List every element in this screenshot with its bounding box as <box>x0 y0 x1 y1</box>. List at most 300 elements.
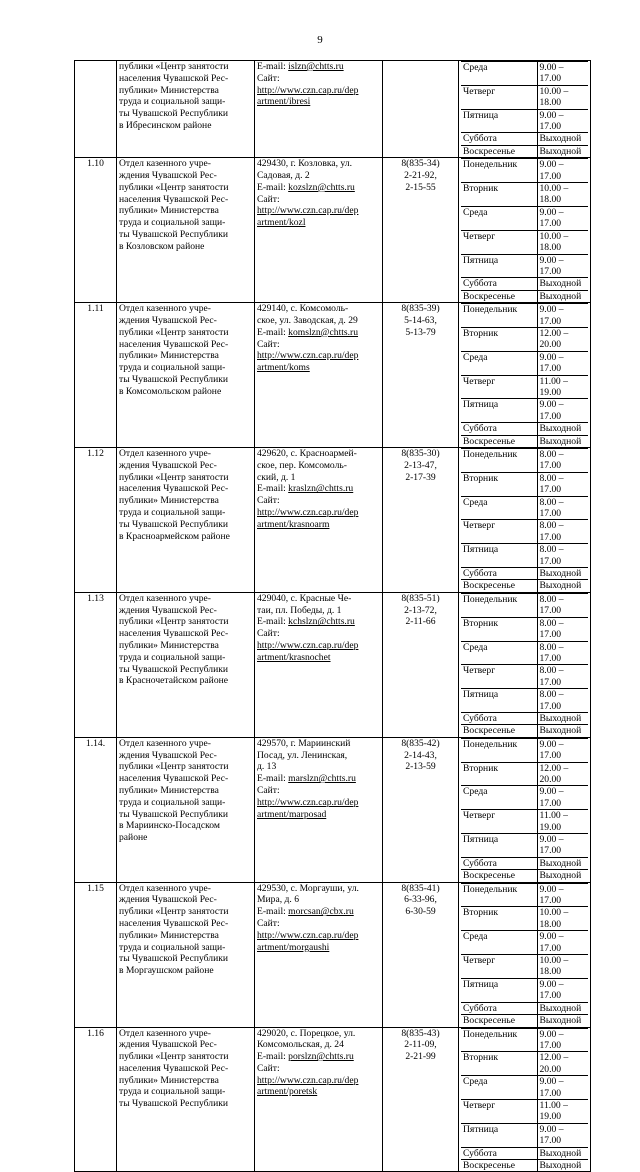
address-line <box>257 350 380 362</box>
website-link[interactable]: http://www.czn.cap.ru/dep <box>257 640 359 652</box>
schedule-hours: Выходной <box>537 290 588 302</box>
department-name-line: публики «Центр занятости <box>119 326 229 338</box>
schedule-row <box>461 712 588 724</box>
schedule-hours: 10.00 – 18.00 <box>537 955 588 979</box>
address-text: E-mail: <box>257 1051 289 1063</box>
department-name-line: в Мариинско-Посадском <box>119 820 220 832</box>
address-line <box>257 519 380 531</box>
schedule-row <box>461 883 588 907</box>
schedule-row <box>461 810 588 834</box>
email-link[interactable]: islzn@chtts.ru <box>288 61 344 72</box>
schedule-row <box>461 641 588 665</box>
schedule-hours: 10.00 – 18.00 <box>537 907 588 931</box>
schedule-row <box>461 159 588 183</box>
schedule-row <box>461 423 588 435</box>
schedule-hours: 10.00 – 18.00 <box>537 230 588 254</box>
address-text: ское, пер. Комсомоль- <box>257 459 347 471</box>
schedule-row <box>461 1002 588 1014</box>
website-link[interactable]: http://www.czn.cap.ru/dep <box>257 796 359 808</box>
schedule-day: Вторник <box>461 617 537 641</box>
department-name-line: Отдел казенного учре- <box>119 592 211 604</box>
schedule-hours: 8.00 – 17.00 <box>537 449 588 473</box>
schedule-table <box>461 883 588 1027</box>
schedule-hours: 8.00 – 17.00 <box>537 641 588 665</box>
schedule-hours: 9.00 – 17.00 <box>537 399 588 423</box>
row-number: 1.13 <box>75 592 117 737</box>
schedule-row <box>461 1052 588 1076</box>
department-name-line: населения Чувашской Рес- <box>119 918 229 930</box>
schedule-row <box>461 955 588 979</box>
schedule-table <box>461 448 588 592</box>
email-link[interactable]: porslzn@chtts.ru <box>288 1051 354 1063</box>
schedule-hours: Выходной <box>537 278 588 290</box>
department-name-line: труда и социальной защи- <box>119 651 226 663</box>
address-line <box>257 85 380 97</box>
schedule-hours: 9.00 – 17.00 <box>537 304 588 328</box>
address-line <box>257 1086 380 1098</box>
address-line <box>257 472 380 484</box>
department-name-line: ждения Чувашской Рес- <box>119 894 217 906</box>
phone-numbers <box>383 61 459 158</box>
schedule-day: Среда <box>461 786 537 810</box>
schedule-hours: 9.00 – 17.00 <box>537 978 588 1002</box>
website-link[interactable]: http://www.czn.cap.ru/dep <box>257 929 359 941</box>
department-name-line: населения Чувашской Рес- <box>119 773 229 785</box>
department-name-line: публики» Министерства <box>119 84 219 96</box>
department-name-line: Отдел казенного учре- <box>119 1027 211 1039</box>
address-text: E-mail: <box>257 773 289 785</box>
work-schedule <box>459 303 591 448</box>
department-name-line: населения Чувашской Рес- <box>119 72 229 84</box>
employment-centers-table <box>74 60 591 1172</box>
address-text: Сайт: <box>257 628 280 640</box>
department-name-line: труда и социальной защи- <box>119 941 226 953</box>
department-name-line: ждения Чувашской Рес- <box>119 749 217 761</box>
schedule-row <box>461 1076 588 1100</box>
schedule-day: Понедельник <box>461 738 537 762</box>
schedule-day: Пятница <box>461 109 537 133</box>
schedule-hours: 9.00 – 17.00 <box>537 834 588 858</box>
phone-line: 2-11-66 <box>405 616 436 628</box>
email-link[interactable]: marslzn@chtts.ru <box>288 773 356 785</box>
schedule-day: Вторник <box>461 762 537 786</box>
address-line <box>257 652 380 664</box>
address-contacts <box>255 1027 383 1172</box>
schedule-day: Вторник <box>461 472 537 496</box>
schedule-row <box>461 375 588 399</box>
schedule-day: Воскресенье <box>461 870 537 882</box>
department-name-line: Отдел казенного учре- <box>119 303 211 315</box>
schedule-hours: 9.00 – 17.00 <box>537 1123 588 1147</box>
department-name-line: населения Чувашской Рес- <box>119 338 229 350</box>
phone-line: 2-13-59 <box>405 761 436 773</box>
address-line <box>257 73 380 85</box>
address-line <box>257 894 380 906</box>
row-number: 1.15 <box>75 882 117 1027</box>
phone-line: 8(835-42) <box>401 737 440 749</box>
website-link[interactable]: http://www.czn.cap.ru/dep <box>257 506 359 518</box>
schedule-day: Среда <box>461 1076 537 1100</box>
department-name-line: населения Чувашской Рес- <box>119 1062 229 1074</box>
work-schedule <box>459 1027 591 1172</box>
department-name <box>117 61 255 158</box>
schedule-row <box>461 617 588 641</box>
address-line <box>257 158 380 170</box>
schedule-row <box>461 857 588 869</box>
website-link[interactable]: artment/ibresi <box>257 96 311 108</box>
address-line <box>257 809 380 821</box>
phone-numbers <box>383 303 459 448</box>
address-text: 429430, г. Козловка, ул. <box>257 158 352 170</box>
department-name <box>117 592 255 737</box>
department-name-line: публики «Центр занятости <box>119 61 229 72</box>
website-link[interactable]: http://www.czn.cap.ru/dep <box>257 350 359 362</box>
department-name-line: ждения Чувашской Рес- <box>119 1039 217 1051</box>
schedule-day: Четверг <box>461 1099 537 1123</box>
phone-numbers <box>383 448 459 593</box>
schedule-hours: 8.00 – 17.00 <box>537 520 588 544</box>
department-name-line: публики» Министерства <box>119 1074 219 1086</box>
email-link[interactable]: kozslzn@chtts.ru <box>288 181 355 193</box>
schedule-day: Воскресенье <box>461 580 537 592</box>
phone-numbers <box>383 1027 459 1172</box>
schedule-day: Вторник <box>461 327 537 351</box>
department-name-line: публики» Министерства <box>119 640 219 652</box>
email-link[interactable]: komslzn@chtts.ru <box>288 326 359 338</box>
website-link[interactable]: artment/krasnochet <box>257 651 331 663</box>
schedule-hours: 8.00 – 17.00 <box>537 472 588 496</box>
address-line <box>257 930 380 942</box>
schedule-hours: Выходной <box>537 1159 588 1171</box>
schedule-day: Четверг <box>461 520 537 544</box>
schedule-table <box>461 738 588 882</box>
table-row <box>75 303 591 448</box>
address-line <box>257 483 380 495</box>
department-name-line: населения Чувашской Рес- <box>119 483 229 495</box>
address-text: Сайт: <box>257 1062 280 1074</box>
schedule-day: Понедельник <box>461 159 537 183</box>
address-line <box>257 1051 380 1063</box>
schedule-hours: Выходной <box>537 568 588 580</box>
address-line <box>257 616 380 628</box>
table-row <box>75 61 591 158</box>
schedule-row <box>461 183 588 207</box>
department-name-line: труда и социальной защи- <box>119 217 226 229</box>
website-link[interactable]: artment/marposad <box>257 808 327 820</box>
schedule-hours: 12.00 – 20.00 <box>537 1052 588 1076</box>
schedule-hours: 9.00 – 17.00 <box>537 1076 588 1100</box>
address-line <box>257 906 380 918</box>
address-line <box>257 1063 380 1075</box>
row-number: 1.16 <box>75 1027 117 1172</box>
phone-line: 2-21-99 <box>405 1051 436 1063</box>
schedule-row <box>461 278 588 290</box>
address-line <box>257 1028 380 1040</box>
row-number: 1.11 <box>75 303 117 448</box>
address-text: E-mail: <box>257 326 289 338</box>
schedule-row <box>461 738 588 762</box>
department-name-line: публики» Министерства <box>119 350 219 362</box>
schedule-row <box>461 254 588 278</box>
schedule-row <box>461 786 588 810</box>
schedule-day: Понедельник <box>461 1028 537 1052</box>
schedule-hours: 9.00 – 17.00 <box>537 738 588 762</box>
schedule-hours: 9.00 – 17.00 <box>537 254 588 278</box>
phone-line: 2-15-55 <box>405 181 436 193</box>
phone-line: 2-13-47, <box>404 459 437 471</box>
department-name-line: в Красночетайском районе <box>119 675 229 687</box>
website-link[interactable]: http://www.czn.cap.ru/dep <box>257 84 359 96</box>
schedule-row <box>461 568 588 580</box>
phone-line: 8(835-30) <box>401 448 440 459</box>
schedule-hours: Выходной <box>537 423 588 435</box>
address-line <box>257 315 380 327</box>
department-name-line: труда и социальной защи- <box>119 96 226 108</box>
department-name-line: в Моргаушском районе <box>119 965 214 977</box>
address-text: д. 13 <box>257 761 277 773</box>
schedule-table <box>461 1028 588 1172</box>
schedule-hours: 8.00 – 17.00 <box>537 665 588 689</box>
table-row <box>75 158 591 303</box>
schedule-row <box>461 725 588 737</box>
schedule-row <box>461 399 588 423</box>
schedule-day: Четверг <box>461 665 537 689</box>
schedule-row <box>461 689 588 713</box>
address-text: Сайт: <box>257 72 280 84</box>
department-name-line: ты Чувашской Республики <box>119 1098 229 1110</box>
schedule-hours: 9.00 – 17.00 <box>537 931 588 955</box>
table-row <box>75 592 591 737</box>
schedule-hours: Выходной <box>537 1015 588 1027</box>
address-line <box>257 194 380 206</box>
address-contacts <box>255 61 383 158</box>
address-text: 429040, с. Красные Че- <box>257 592 352 604</box>
work-schedule <box>459 61 591 158</box>
schedule-row <box>461 593 588 617</box>
work-schedule <box>459 737 591 882</box>
department-name-line: в Красноармейском районе <box>119 530 230 542</box>
department-name-line: Отдел казенного учре- <box>119 737 211 749</box>
schedule-row <box>461 290 588 302</box>
website-link[interactable]: artment/kozl <box>257 217 306 229</box>
address-contacts <box>255 158 383 303</box>
address-text: Посад, ул. Ленинская, <box>257 749 348 761</box>
address-text: 429530, с. Моргауши, ул. <box>257 882 359 894</box>
department-name-line: публики «Центр занятости <box>119 471 229 483</box>
department-name-line: труда и социальной защи- <box>119 1086 226 1098</box>
address-line <box>257 205 380 217</box>
address-line <box>257 339 380 351</box>
address-line <box>257 942 380 954</box>
address-text: 429570, г. Мариинский <box>257 737 351 749</box>
address-line <box>257 448 380 460</box>
schedule-day: Четверг <box>461 230 537 254</box>
address-line <box>257 628 380 640</box>
address-line <box>257 303 380 315</box>
phone-line: 5-13-79 <box>405 326 436 338</box>
department-name-line: публики «Центр занятости <box>119 761 229 773</box>
department-name-line: населения Чувашской Рес- <box>119 628 229 640</box>
schedule-hours: 9.00 – 17.00 <box>537 786 588 810</box>
schedule-hours: 11.00 – 19.00 <box>537 375 588 399</box>
schedule-hours: 8.00 – 17.00 <box>537 496 588 520</box>
schedule-row <box>461 133 588 145</box>
website-link[interactable]: http://www.czn.cap.ru/dep <box>257 205 359 217</box>
schedule-day: Пятница <box>461 1123 537 1147</box>
schedule-day: Среда <box>461 931 537 955</box>
phone-numbers <box>383 737 459 882</box>
schedule-hours: 9.00 – 17.00 <box>537 159 588 183</box>
schedule-hours: 8.00 – 17.00 <box>537 544 588 568</box>
schedule-row <box>461 1015 588 1027</box>
schedule-day: Пятница <box>461 978 537 1002</box>
address-line <box>257 61 380 73</box>
email-link[interactable]: morcsan@cbx.ru <box>288 906 354 918</box>
address-text: E-mail: <box>257 61 289 72</box>
address-line <box>257 797 380 809</box>
schedule-hours: 9.00 – 17.00 <box>537 1028 588 1052</box>
phone-line: 2-11-09, <box>404 1039 437 1051</box>
website-link[interactable]: artment/krasnoarm <box>257 518 330 530</box>
address-line <box>257 883 380 895</box>
address-text: таи, пл. Победы, д. 1 <box>257 604 342 616</box>
department-name-line: ты Чувашской Республики <box>119 108 229 120</box>
department-name-line: труда и социальной защи- <box>119 506 226 518</box>
schedule-hours: Выходной <box>537 1147 588 1159</box>
schedule-day: Пятница <box>461 834 537 858</box>
address-line <box>257 605 380 617</box>
schedule-day: Воскресенье <box>461 1015 537 1027</box>
schedule-day: Понедельник <box>461 449 537 473</box>
address-line <box>257 750 380 762</box>
phone-line: 6-30-59 <box>405 906 436 918</box>
department-name-line: в Комсомольском районе <box>119 385 222 397</box>
department-name-line: районе <box>119 832 148 844</box>
row-number: 1.12 <box>75 448 117 593</box>
schedule-day: Понедельник <box>461 883 537 907</box>
phone-line: 2-13-72, <box>404 604 437 616</box>
schedule-table <box>461 593 588 737</box>
website-link[interactable]: http://www.czn.cap.ru/dep <box>257 1074 359 1086</box>
department-name-line: публики «Центр занятости <box>119 1051 229 1063</box>
address-text: Садовая, д. 2 <box>257 170 310 182</box>
schedule-row <box>461 870 588 882</box>
schedule-hours: Выходной <box>537 435 588 447</box>
work-schedule <box>459 448 591 593</box>
email-link[interactable]: kchslzn@chtts.ru <box>288 616 355 628</box>
department-name-line: ты Чувашской Республики <box>119 808 229 820</box>
schedule-day: Четверг <box>461 375 537 399</box>
schedule-row <box>461 1099 588 1123</box>
schedule-day: Воскресенье <box>461 725 537 737</box>
schedule-day: Понедельник <box>461 593 537 617</box>
website-link[interactable]: artment/morgaushi <box>257 941 330 953</box>
schedule-row <box>461 351 588 375</box>
address-text: Сайт: <box>257 495 280 507</box>
address-contacts <box>255 448 383 593</box>
table-row <box>75 737 591 882</box>
department-name-line: публики «Центр занятости <box>119 181 229 193</box>
schedule-row <box>461 449 588 473</box>
schedule-hours: 11.00 – 19.00 <box>537 1099 588 1123</box>
address-line <box>257 738 380 750</box>
phone-line: 2-21-92, <box>404 170 437 182</box>
schedule-hours: Выходной <box>537 870 588 882</box>
address-line <box>257 761 380 773</box>
schedule-hours: 8.00 – 17.00 <box>537 617 588 641</box>
department-name-line: в Ибресинском районе <box>119 119 212 131</box>
schedule-day: Понедельник <box>461 304 537 328</box>
address-text: ский, д. 1 <box>257 471 296 483</box>
schedule-day: Суббота <box>461 133 537 145</box>
schedule-hours: 9.00 – 17.00 <box>537 206 588 230</box>
address-line <box>257 507 380 519</box>
schedule-row <box>461 834 588 858</box>
schedule-row <box>461 1159 588 1171</box>
page-number: 9 <box>317 34 323 46</box>
schedule-hours: 12.00 – 20.00 <box>537 762 588 786</box>
department-name-line: ты Чувашской Республики <box>119 663 229 675</box>
address-line <box>257 182 380 194</box>
address-text: Сайт: <box>257 784 280 796</box>
schedule-day: Суббота <box>461 712 537 724</box>
schedule-day: Воскресенье <box>461 145 537 157</box>
department-name-line: в Козловском районе <box>119 240 205 252</box>
address-text: E-mail: <box>257 906 289 918</box>
schedule-row <box>461 907 588 931</box>
phone-line: 2-14-43, <box>404 749 437 761</box>
phone-line: 8(835-43) <box>401 1027 440 1039</box>
schedule-day: Суббота <box>461 278 537 290</box>
address-text: Сайт: <box>257 338 280 350</box>
schedule-row <box>461 544 588 568</box>
schedule-table <box>461 303 588 447</box>
website-link[interactable]: artment/poretsk <box>257 1086 318 1098</box>
schedule-day: Воскресенье <box>461 290 537 302</box>
schedule-hours: 8.00 – 17.00 <box>537 689 588 713</box>
schedule-day: Суббота <box>461 1002 537 1014</box>
schedule-row <box>461 206 588 230</box>
department-name-line: труда и социальной защи- <box>119 796 226 808</box>
department-name-line: ждения Чувашской Рес- <box>119 604 217 616</box>
address-line <box>257 362 380 374</box>
schedule-day: Пятница <box>461 689 537 713</box>
email-link[interactable]: kraslzn@chtts.ru <box>288 483 354 495</box>
work-schedule <box>459 158 591 303</box>
phone-line: 8(835-51) <box>401 592 440 604</box>
address-text: 429140, с. Комсомоль- <box>257 303 349 315</box>
schedule-hours: 11.00 – 19.00 <box>537 810 588 834</box>
department-name-line: ждения Чувашской Рес- <box>119 170 217 182</box>
address-contacts <box>255 737 383 882</box>
schedule-day: Четверг <box>461 85 537 109</box>
address-line <box>257 327 380 339</box>
department-name <box>117 303 255 448</box>
row-number: 1.14. <box>75 737 117 882</box>
schedule-hours: 9.00 – 17.00 <box>537 351 588 375</box>
phone-line: 6-33-96, <box>404 894 437 906</box>
schedule-day: Вторник <box>461 183 537 207</box>
schedule-hours: Выходной <box>537 725 588 737</box>
address-text: E-mail: <box>257 483 289 495</box>
address-text: Сайт: <box>257 918 280 930</box>
address-text: E-mail: <box>257 181 289 193</box>
schedule-hours: 12.00 – 20.00 <box>537 327 588 351</box>
address-line <box>257 785 380 797</box>
schedule-hours: 10.00 – 18.00 <box>537 85 588 109</box>
website-link[interactable]: artment/koms <box>257 362 310 374</box>
schedule-hours: 9.00 – 17.00 <box>537 62 588 86</box>
